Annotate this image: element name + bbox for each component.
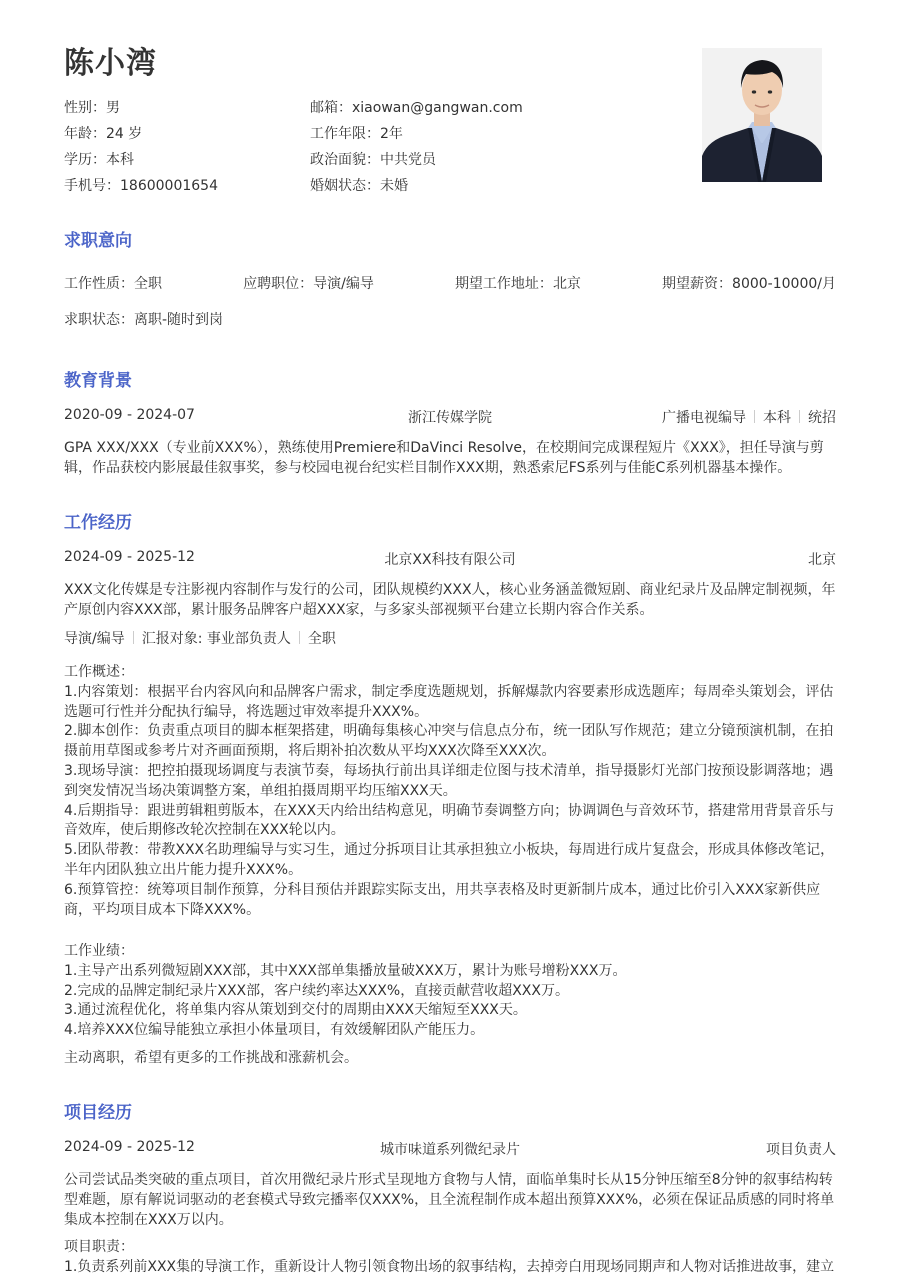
section-title-education: 教育背景 — [64, 371, 132, 391]
education-school: 浙江传媒学院 — [408, 410, 492, 426]
info-value: 未婚 — [380, 178, 408, 194]
section-title-work: 工作经历 — [64, 513, 132, 533]
info-age — [64, 123, 310, 143]
info-work-years — [310, 123, 556, 143]
info-label: 手机号： — [64, 178, 120, 194]
intent-work-type: 工作性质：全职 — [64, 276, 162, 292]
section-title-project: 项目经历 — [64, 1103, 132, 1123]
intent-status-label: 求职状态： — [64, 312, 134, 328]
intent-salary: 期望薪资：8000-10000/月 — [662, 276, 836, 292]
profile-photo — [702, 48, 822, 182]
intent-position: 应聘职位：导演/编导 — [243, 276, 374, 292]
info-email — [310, 97, 556, 117]
info-label: 政治面貌： — [310, 152, 380, 168]
info-row — [64, 146, 624, 172]
info-label: 工作年限： — [310, 126, 380, 142]
company-description: XXX文化传媒是专注影视内容制作与发行的公司，团队规模约XXX人，核心业务涵盖微短剧、商业纪录片及品牌定制视频，年产原创内容XXX部，累计服务品牌客户超XXX家，与多家头部视频平台建立长期内容合作关系。 — [64, 582, 836, 618]
project-header — [64, 1139, 836, 1161]
info-value: 2年 — [380, 126, 403, 142]
work-location: 北京 — [808, 552, 836, 568]
education-tags: 广播电视编导 本科 统招 — [662, 410, 836, 426]
basic-info — [64, 94, 624, 198]
info-value: 男 — [106, 100, 120, 116]
info-row — [64, 94, 624, 120]
project-duties — [64, 1238, 836, 1278]
info-label: 学历： — [64, 152, 106, 168]
overview-item: 3.现场导演：把控拍摄现场调度与表演节奏，每场执行前出具详细走位图与技术清单，指导摄影灯光部门按预设影调落地；遇到突发情况当场决策调整方案，单组拍摄周期平均压缩XXX天。 — [64, 762, 834, 799]
overview-item: 1.内容策划：根据平台内容风向和品牌客户需求，制定季度选题规划，拆解爆款内容要素形成选题库；每周牵头策划会，评估选题可行性并分配执行编导，将选题过审效率提升XXX%。 — [64, 683, 834, 720]
project-description: 公司尝试品类突破的重点项目，首次用微纪录片形式呈现地方食物与人情，面临单集时长从15分钟压缩至8分钟的叙事结构转型难题，原有解说词驱动的老套模式导致完播率仅XXX%，且全流程制作成本超出预算XXX%，必须在保证品质感的同时将单集成本控制在XXX万以内。 — [64, 1172, 835, 1228]
leave-reason: 主动离职，希望有更多的工作挑战和涨薪机会。 — [64, 1050, 358, 1066]
info-value: 本科 — [106, 152, 134, 168]
info-row — [64, 172, 624, 198]
section-title-intent: 求职意向 — [64, 231, 132, 251]
overview-item: 4.后期指导：跟进剪辑粗剪版本，在XXX天内给出结构意见，明确节奏调整方向；协调调色与音效环节，搭建常用背景音乐与音效库，使后期修改轮次控制在XXX轮以内。 — [64, 802, 835, 839]
duty-item: 1.负责系列前XXX集的导演工作，重新设计人物引领食物出场的叙事结构，去掉旁白用现场同期声和人物对话推进故事，建立 — [64, 1258, 835, 1275]
person-portrait-icon — [702, 48, 822, 182]
overview-item: 6.预算管控：统筹项目制作预算，分科目预估并跟踪实际支出，用共享表格及时更新制片成本，通过比价引入XXX家新供应商，平均项目成本下降XXX%。 — [64, 881, 821, 918]
work-date: 2024-09 - 2025-12 — [64, 549, 195, 565]
info-phone — [64, 175, 310, 195]
work-overview — [64, 663, 836, 920]
education-header — [64, 407, 836, 429]
achievement-item: 4.培养XXX位编导能独立承担小体量项目，有效缓解团队产能压力。 — [64, 1022, 485, 1039]
overview-item: 5.团队带教：带教XXX名助理编导与实习生，通过分拆项目让其承担独立小板块，每周进行成片复盘会，形成具体修改笔记，半年内团队独立出片能力提升XXX%。 — [64, 842, 835, 878]
info-row — [64, 120, 624, 146]
intent-location: 期望工作地址：北京 — [454, 276, 581, 292]
info-value: 中共党员 — [380, 152, 436, 168]
candidate-name: 陈小湾 — [64, 46, 157, 81]
project-name: 城市味道系列微纪录片 — [380, 1142, 520, 1158]
info-label: 婚姻状态： — [310, 178, 380, 194]
achievement-item: 3.通过流程优化，将单集内容从策划到交付的周期由XXX天缩短至XXX天。 — [64, 1002, 527, 1019]
info-label: 邮箱： — [310, 100, 352, 116]
project-role: 项目负责人 — [766, 1142, 836, 1158]
info-value: 18600001654 — [120, 178, 218, 194]
info-label: 性别： — [64, 100, 106, 116]
info-gender — [64, 97, 310, 117]
overview-title: 工作概述： — [64, 664, 134, 680]
education-date: 2020-09 - 2024-07 — [64, 407, 195, 423]
info-value: 24 岁 — [106, 126, 143, 142]
overview-item: 2.脚本创作：负责重点项目的脚本框架搭建，明确每集核心冲突与信息点分布，统一团队写作规范；建立分镜预演机制，在拍摄前用草图或参考片对齐画面预期，将后期补拍次数从平均XXX次降至XXX次。 — [64, 723, 834, 760]
achievement-item: 2.完成的品牌定制纪录片XXX部，客户续约率达XXX%，直接贡献营收超XXX万。 — [64, 982, 569, 999]
project-date: 2024-09 - 2025-12 — [64, 1139, 195, 1155]
achievement-item: 1.主导产出系列微短剧XXX部，其中XXX部单集播放量破XXX万，累计为账号增粉XXX万。 — [64, 962, 627, 979]
info-label: 年龄： — [64, 126, 106, 142]
work-header — [64, 549, 836, 571]
duty-title: 项目职责： — [64, 1239, 134, 1255]
info-degree — [64, 149, 310, 169]
work-company: 北京XX科技有限公司 — [384, 552, 516, 568]
education-description: GPA XXX/XXX（专业前XXX%），熟练使用Premiere和DaVinci Resolve，在校期间完成课程短片《XXX》，担任导演与剪辑，作品获校内影展最佳叙事奖，参与校园电视台纪实栏目制作XXX期，熟悉索尼FS系列与佳能C系列机器基本操作。 — [64, 440, 824, 476]
work-achievements — [64, 942, 836, 1041]
info-marital — [310, 175, 556, 195]
work-tags: 导演/编导 汇报对象: 事业部负责人 全职 — [64, 631, 336, 647]
intent-status — [64, 309, 836, 329]
intent-row — [64, 273, 836, 293]
achievements-title: 工作业绩： — [64, 943, 134, 959]
info-value: xiaowan@gangwan.com — [352, 100, 523, 116]
intent-status-value: 离职-随时到岗 — [134, 312, 224, 328]
info-political — [310, 149, 556, 169]
